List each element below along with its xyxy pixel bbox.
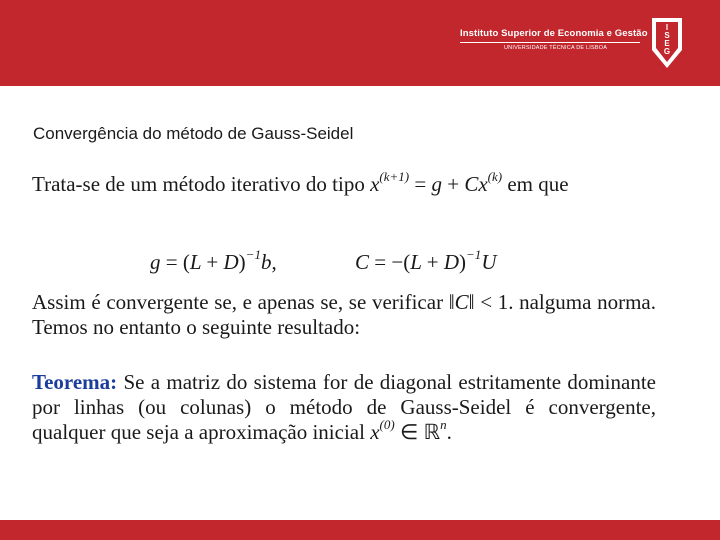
theorem-paragraph: [32, 370, 656, 445]
slide-title: Convergência do método de Gauss-Seidel: [33, 124, 354, 143]
shield-letter-g: G: [663, 47, 671, 56]
theorem-label: Teorema:: [32, 370, 118, 394]
iseg-shield-icon: [650, 16, 684, 70]
iteration-formula: $x^{(k+1)} = g + Cx^{(k)}$: [370, 169, 503, 196]
paragraph-2-text-before: Assim é convergente se, e apenas se, se verificar: [32, 290, 449, 314]
shield-letter-i: I: [665, 23, 669, 32]
shield-letter-e: E: [664, 39, 670, 48]
norm-condition: ‖C‖ < 1.: [448, 290, 514, 314]
initial-approximation: $x^{(0)}$ ∈ ℝ$^n$: [370, 417, 447, 444]
theorem-text-before: Se a matriz do sistema for de diagonal estritamente dominante por linhas (ou colunas) o método de Gauss-Seidel é convergente, qualquer que seja a aproximação inicial: [32, 370, 656, 444]
paragraph-2-text-after: nalguma norma. Temos no entanto o seguinte resultado:: [32, 290, 656, 339]
theorem-text-after: .: [446, 420, 452, 444]
paragraph-iterative-method: [32, 169, 656, 197]
header-bar: [0, 0, 720, 86]
logo-divider: [460, 42, 640, 43]
paragraph-1-text-before: Trata-se de um método iterativo do tipo: [32, 172, 371, 196]
formula-g: $g = (L + D)^{-1}b$,: [150, 247, 277, 274]
paragraph-1-text-after: em que: [502, 172, 569, 196]
formula-line: [150, 247, 650, 278]
shield-letter-s: S: [664, 31, 670, 40]
institution-logo-text: [460, 28, 648, 51]
formula-c: $C = -(L + D)^{-1}U$: [355, 247, 497, 274]
institution-name: Instituto Superior de Economia e Gestão: [460, 28, 648, 39]
paragraph-convergence-condition: [32, 290, 656, 340]
university-name: UNIVERSIDADE TÉCNICA DE LISBOA: [504, 45, 608, 51]
footer-bar: [0, 520, 720, 540]
